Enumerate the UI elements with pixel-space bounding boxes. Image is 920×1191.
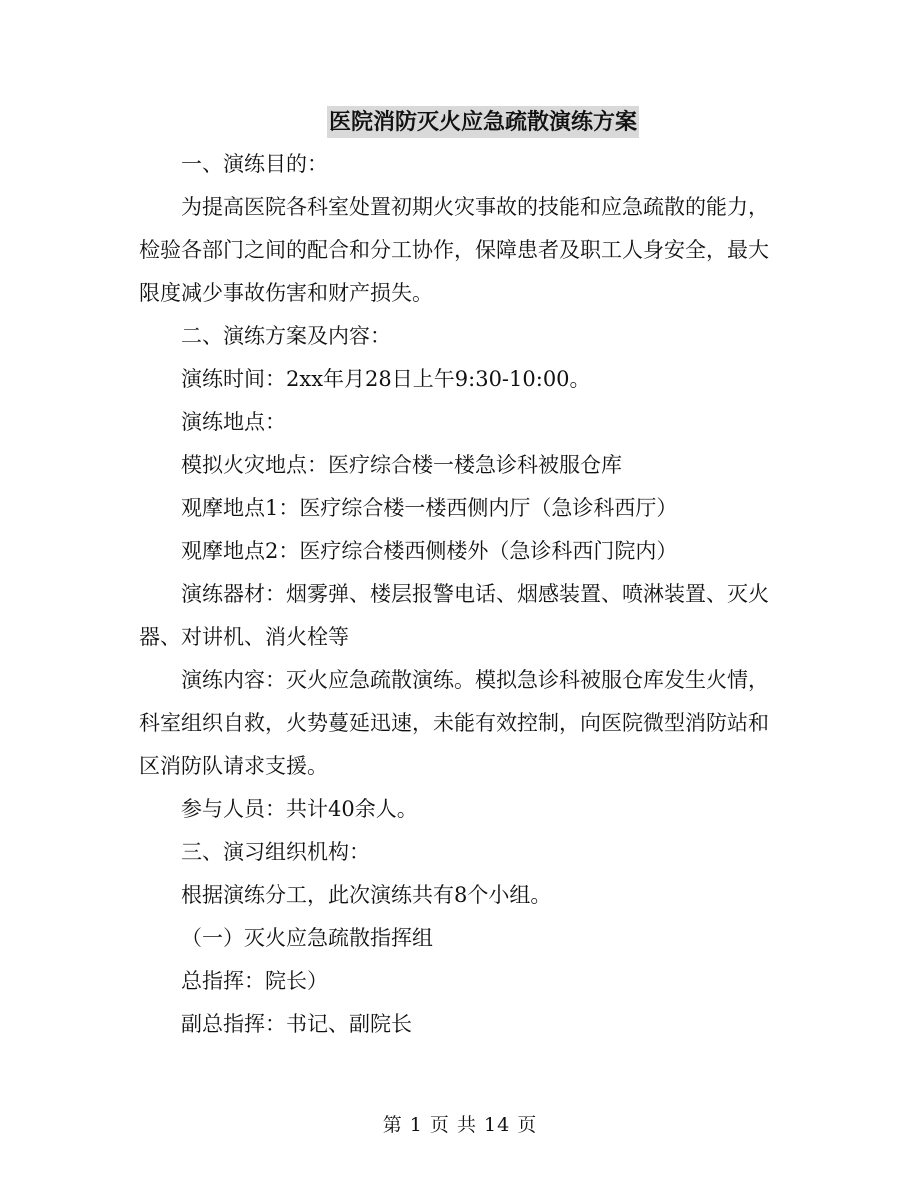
- paragraph-purpose: 为提高医院各科室处置初期火灾事故的技能和应急疏散的能力，检验各部门之间的配合和分工协作，保障患者及职工人身安全，最大限度减少事故伤害和财产损失。: [139, 195, 769, 305]
- document-body: [139, 143, 779, 1046]
- paragraph-fire-location: 模拟火灾地点：医疗综合楼一楼急诊科被服仓库: [181, 453, 622, 477]
- document-title: 医院消防灭火应急疏散演练方案: [327, 106, 639, 138]
- paragraph-location: 演练地点：: [181, 410, 286, 434]
- paragraph-commander: 总指挥：院长）: [181, 969, 328, 993]
- heading-plan: 二、演练方案及内容：: [181, 324, 391, 348]
- paragraph-equipment: 演练器材：烟雾弹、楼层报警电话、烟感装置、喷淋装置、灭火器、对讲机、消火栓等: [139, 582, 769, 649]
- heading-command-group: （一）灭火应急疏散指挥组: [181, 926, 433, 950]
- paragraph-observation-1: 观摩地点1：医疗综合楼一楼西侧内厅（急诊科西厅）: [181, 496, 678, 520]
- heading-purpose: 一、演练目的：: [181, 152, 328, 176]
- paragraph-participants: 参与人员：共计40余人。: [181, 797, 418, 821]
- paragraph-groups: 根据演练分工，此次演练共有8个小组。: [181, 883, 552, 907]
- heading-organization: 三、演习组织机构：: [181, 840, 370, 864]
- paragraph-deputy-commander: 副总指挥：书记、副院长: [181, 1012, 412, 1036]
- paragraph-content: 演练内容：灭火应急疏散演练。模拟急诊科被服仓库发生火情，科室组织自救，火势蔓延迅速，未能有效控制，向医院微型消防站和区消防队请求支援。: [139, 668, 769, 778]
- paragraph-observation-2: 观摩地点2：医疗综合楼西侧楼外（急诊科西门院内）: [181, 539, 678, 563]
- title-container: [0, 106, 920, 138]
- paragraph-time: 演练时间：2xx年月28日上午9:30-10:00。: [181, 367, 591, 391]
- page-footer: 第 1 页 共 14 页: [382, 1114, 538, 1136]
